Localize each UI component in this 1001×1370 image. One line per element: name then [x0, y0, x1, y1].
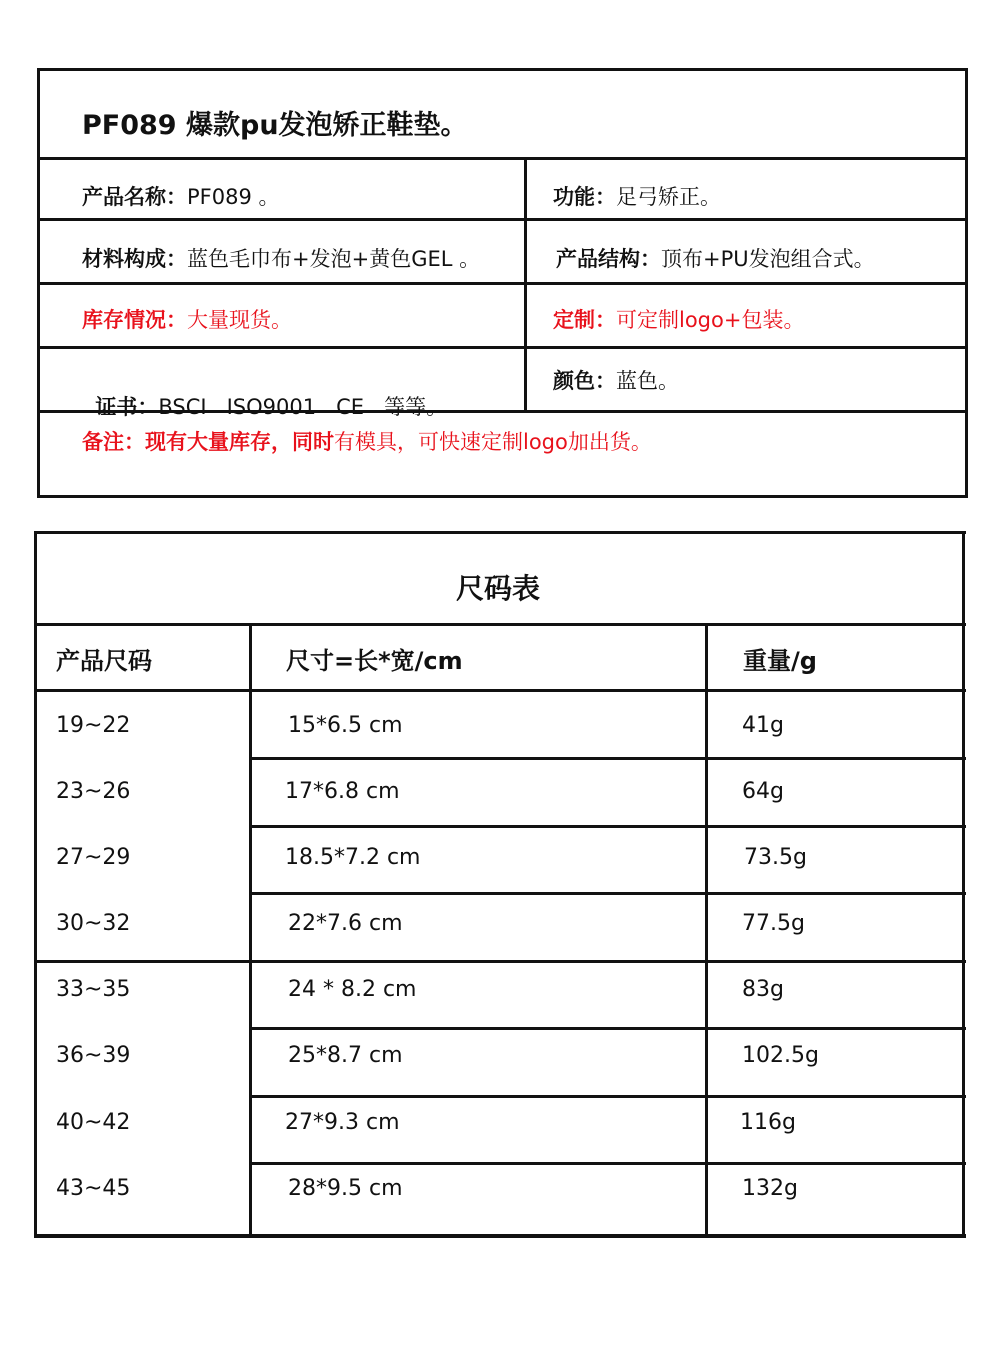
field-label: 产品名称：: [82, 185, 187, 209]
weight-cell: 77.5g: [742, 911, 805, 936]
note-value: 有模具，可快速定制logo加出货。: [334, 430, 652, 454]
size-cell: 33~35: [56, 977, 131, 1002]
size-cell: 43~45: [56, 1176, 131, 1201]
weight-cell: 132g: [742, 1176, 798, 1201]
dimension-cell: 17*6.8 cm: [285, 779, 400, 804]
size-cell: 30~32: [56, 911, 131, 936]
field-value: 蓝色毛巾布+发泡+黄色GEL 。: [187, 247, 481, 271]
field-value: 可定制logo+包装。: [616, 308, 805, 332]
field-label: 定制：: [553, 308, 616, 332]
field-label: 证书：: [95, 395, 159, 419]
header-weight: 重量/g: [743, 647, 817, 675]
dimension-cell: 22*7.6 cm: [288, 911, 403, 936]
dimension-cell: 18.5*7.2 cm: [285, 845, 421, 870]
dimension-cell: 25*8.7 cm: [288, 1043, 403, 1068]
note-emphasis: 现有大量库存，同时: [145, 430, 334, 454]
weight-cell: 73.5g: [744, 845, 807, 870]
size-cell: 23~26: [56, 779, 131, 804]
field-value: BSCI ISO9001 CE 等等。: [158, 395, 448, 419]
field-value: 足弓矫正。: [616, 185, 721, 209]
function-field: [553, 184, 721, 210]
header-dimension: 尺寸=长*宽/cm: [286, 647, 463, 675]
dimension-cell: 28*9.5 cm: [288, 1176, 403, 1201]
size-table-title: 尺码表: [456, 572, 541, 605]
product-title: PF089 爆款pu发泡矫正鞋垫。: [82, 110, 468, 141]
field-label: 产品结构：: [556, 247, 661, 271]
note-field: [82, 429, 652, 455]
dimension-cell: 27*9.3 cm: [285, 1110, 400, 1135]
dimension-cell: 24 * 8.2 cm: [288, 977, 417, 1002]
field-label: 库存情况：: [82, 308, 187, 332]
product-name-field: [82, 184, 280, 210]
weight-cell: 83g: [742, 977, 784, 1002]
color-field: [553, 368, 679, 394]
size-table: [34, 531, 966, 1238]
field-label: 材料构成：: [82, 247, 187, 271]
stock-field: [82, 307, 292, 333]
certificate-field: [82, 368, 447, 420]
note-label: 备注：: [82, 430, 145, 454]
field-label: 颜色：: [553, 369, 616, 393]
material-field: [82, 246, 480, 272]
size-cell: 36~39: [56, 1043, 131, 1068]
weight-cell: 116g: [740, 1110, 796, 1135]
dimension-cell: 15*6.5 cm: [288, 713, 403, 738]
field-value: 顶布+PU发泡组合式。: [661, 247, 875, 271]
size-cell: 19~22: [56, 713, 131, 738]
size-cell: 40~42: [56, 1110, 131, 1135]
weight-cell: 102.5g: [742, 1043, 819, 1068]
custom-field: [553, 307, 804, 333]
field-label: 功能：: [553, 185, 616, 209]
size-cell: 27~29: [56, 845, 131, 870]
weight-cell: 64g: [742, 779, 784, 804]
field-value: 大量现货。: [187, 308, 292, 332]
weight-cell: 41g: [742, 713, 784, 738]
field-value: 蓝色。: [616, 369, 679, 393]
field-value: PF089 。: [187, 185, 280, 209]
structure-field: [556, 246, 875, 272]
header-size: 产品尺码: [56, 647, 152, 675]
